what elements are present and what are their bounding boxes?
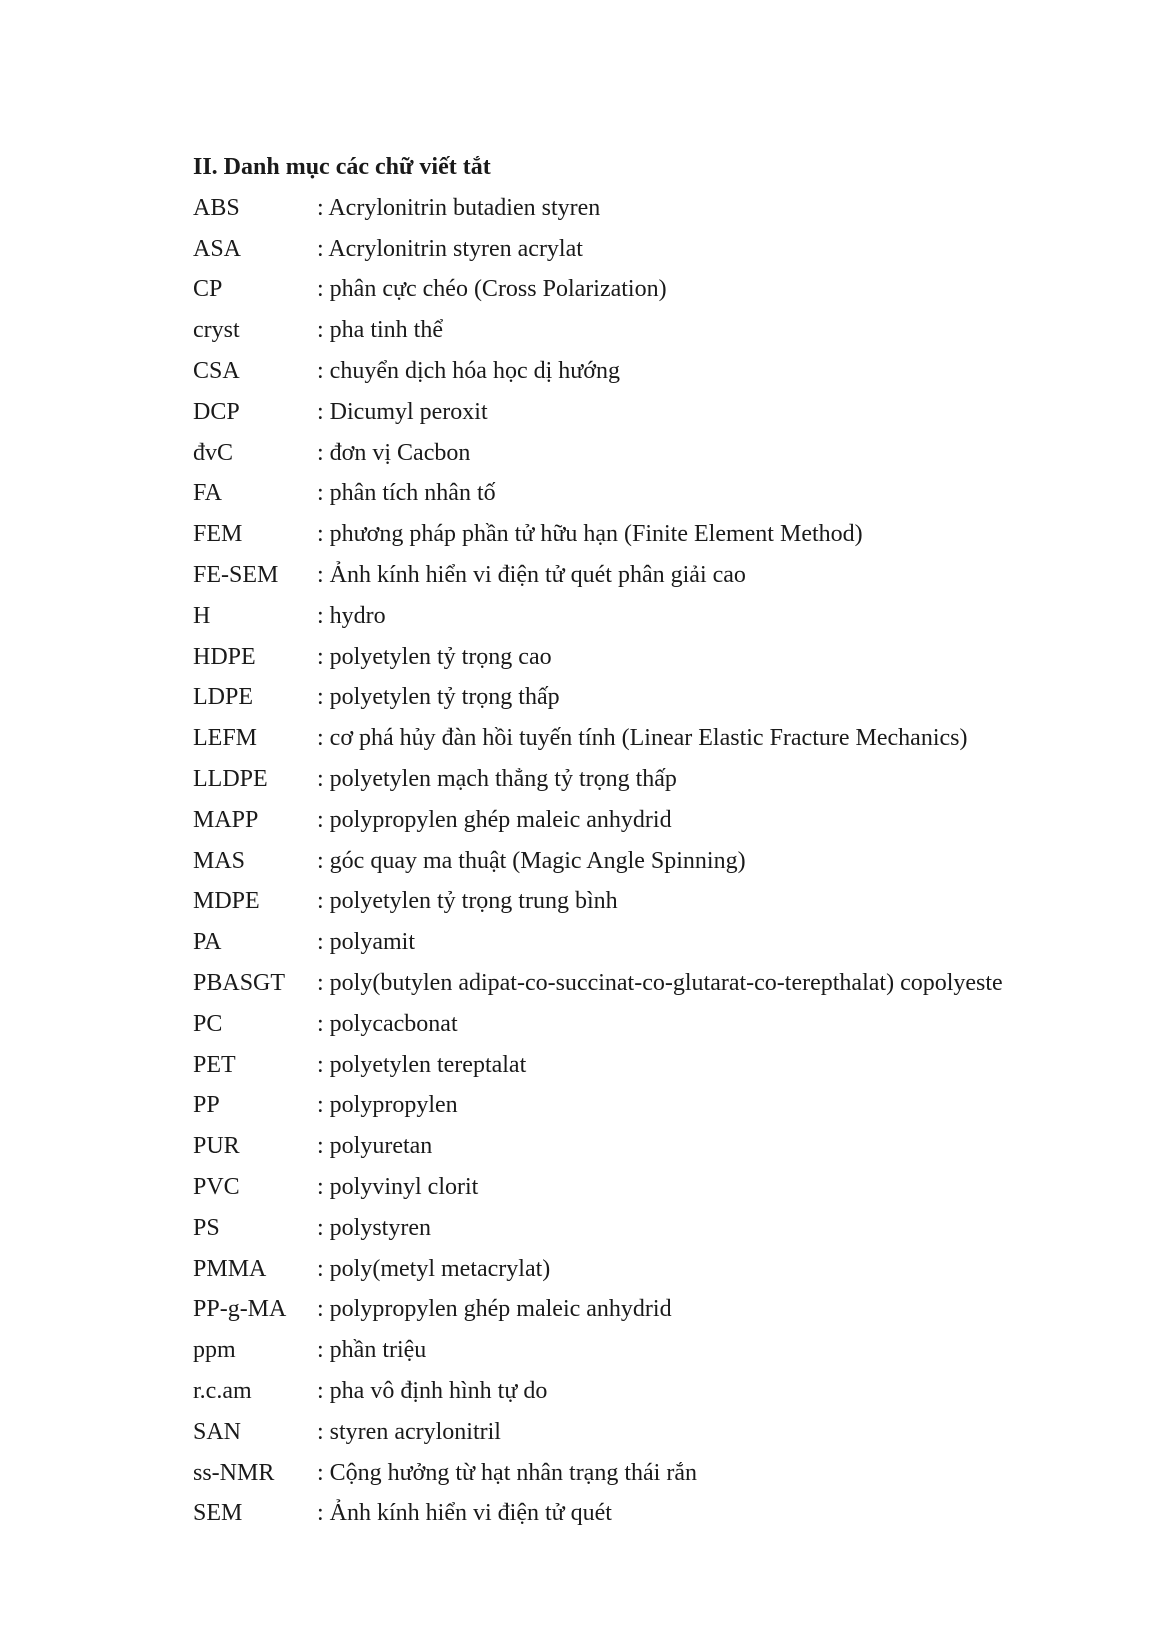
abbreviation-term: PA: [193, 929, 222, 956]
abbreviation-row: [193, 351, 1003, 392]
abbreviation-definition: : Ảnh kính hiển vi điện tử quét: [317, 1500, 612, 1527]
abbreviation-row: [193, 1004, 1003, 1045]
abbreviation-row: [193, 310, 1003, 351]
abbreviation-row: [193, 882, 1003, 923]
abbreviation-definition: : đơn vị Cacbon: [317, 439, 471, 466]
abbreviation-row: [193, 188, 1003, 229]
abbreviation-row: [193, 1330, 1003, 1371]
abbreviation-term: cryst: [193, 317, 240, 344]
abbreviation-row: [193, 1126, 1003, 1167]
abbreviation-term: LEFM: [193, 725, 258, 752]
abbreviation-definition: : polypropylen: [317, 1092, 458, 1119]
abbreviation-definition: : polyetylen mạch thẳng tỷ trọng thấp: [317, 766, 677, 793]
abbreviation-row: [193, 1453, 1003, 1494]
abbreviation-term: CSA: [193, 358, 240, 385]
abbreviation-row: [193, 555, 1003, 596]
abbreviation-row: [193, 1494, 1003, 1535]
abbreviation-definition: : polyetylen tỷ trọng trung bình: [317, 888, 618, 915]
abbreviation-term: ASA: [193, 235, 242, 262]
abbreviation-definition: : Dicumyl peroxit: [317, 398, 488, 425]
abbreviation-term: PS: [193, 1214, 220, 1241]
abbreviation-term: HDPE: [193, 643, 256, 670]
abbreviation-definition: : polypropylen ghép maleic anhydrid: [317, 806, 672, 833]
abbreviation-row: [193, 800, 1003, 841]
abbreviation-row: [193, 229, 1003, 270]
abbreviation-term: PUR: [193, 1133, 240, 1160]
abbreviation-definition: : polycacbonat: [317, 1010, 458, 1037]
abbreviation-term: H: [193, 602, 211, 629]
abbreviation-row: [193, 392, 1003, 433]
abbreviation-row: [193, 433, 1003, 474]
abbreviation-row: [193, 1045, 1003, 1086]
abbreviation-row: [193, 1290, 1003, 1331]
abbreviation-row: [193, 637, 1003, 678]
abbreviation-definition: : styren acrylonitril: [317, 1418, 501, 1445]
abbreviation-definition: : pha vô định hình tự do: [317, 1378, 548, 1404]
abbreviation-definition: : pha tinh thể: [317, 317, 443, 344]
abbreviation-row: [193, 514, 1003, 555]
abbreviation-term: PP: [193, 1092, 220, 1119]
abbreviation-row: [193, 1249, 1003, 1290]
abbreviation-term: SEM: [193, 1500, 243, 1527]
abbreviation-row: [193, 1208, 1003, 1249]
abbreviation-row: [193, 1412, 1003, 1453]
abbreviation-term: LLDPE: [193, 766, 268, 793]
abbreviation-row: [193, 759, 1003, 800]
abbreviation-definition: : poly(metyl metacrylat): [317, 1255, 551, 1282]
abbreviation-definition: : chuyển dịch hóa học dị hướng: [317, 358, 620, 385]
abbreviation-definition: : polyvinyl clorit: [317, 1174, 479, 1201]
abbreviation-row: [193, 922, 1003, 963]
abbreviation-term: LDPE: [193, 684, 253, 711]
abbreviation-term: ss-NMR: [193, 1459, 275, 1486]
abbreviation-row: [193, 718, 1003, 759]
abbreviation-row: [193, 678, 1003, 719]
abbreviation-row: [193, 474, 1003, 515]
abbreviation-definition: : phương pháp phần tử hữu hạn (Finite Element Method): [317, 521, 863, 548]
abbreviation-term: PET: [193, 1051, 236, 1078]
abbreviation-term: PP-g-MA: [193, 1296, 287, 1323]
abbreviation-term: r.c.am: [193, 1378, 252, 1404]
abbreviation-row: [193, 841, 1003, 882]
abbreviation-term: ppm: [193, 1337, 236, 1364]
abbreviation-term: đvC: [193, 439, 234, 466]
abbreviation-term: FA: [193, 480, 222, 507]
abbreviation-term: PC: [193, 1010, 223, 1037]
abbreviation-term: FEM: [193, 521, 243, 548]
abbreviation-definition: : polyuretan: [317, 1133, 433, 1160]
abbreviation-term: MAPP: [193, 806, 259, 833]
abbreviation-row: [193, 963, 1003, 1004]
abbreviation-definition: : phần triệu: [317, 1337, 427, 1364]
abbreviation-definition: : phân cực chéo (Cross Polarization): [317, 276, 667, 303]
abbreviation-term: PMMA: [193, 1255, 267, 1282]
abbreviation-row: [193, 270, 1003, 311]
abbreviation-definition: : polyamit: [317, 929, 415, 956]
abbreviation-term: PVC: [193, 1174, 240, 1201]
abbreviation-definition: : polypropylen ghép maleic anhydrid: [317, 1296, 672, 1323]
abbreviation-definition: : cơ phá hủy đàn hồi tuyến tính (Linear Elastic Fracture Mechanics): [317, 725, 968, 752]
abbreviation-definition: : polystyren: [317, 1214, 431, 1241]
abbreviation-term: MAS: [193, 847, 246, 874]
abbreviation-term: DCP: [193, 398, 240, 425]
abbreviation-definition: : Ảnh kính hiển vi điện tử quét phân giải cao: [317, 562, 746, 589]
abbreviation-definition: : hydro: [317, 602, 386, 629]
abbreviation-definition: : góc quay ma thuật (Magic Angle Spinning): [317, 847, 746, 874]
abbreviation-definition: : Acrylonitrin butadien styren: [317, 194, 601, 221]
abbreviation-definition: : Acrylonitrin styren acrylat: [317, 235, 583, 262]
abbreviation-definition: : phân tích nhân tố: [317, 480, 496, 507]
abbreviation-row: [193, 1167, 1003, 1208]
abbreviation-term: FE-SEM: [193, 562, 279, 589]
abbreviation-definition: : poly(butylen adipat-co-succinat-co-glutarat-co-terepthalat) copolyeste: [317, 970, 1003, 997]
section-heading: II. Danh mục các chữ viết tắt: [193, 154, 491, 180]
abbreviation-row: [193, 1371, 1003, 1412]
abbreviation-definition: : polyetylen tỷ trọng cao: [317, 643, 552, 670]
abbreviation-row: [193, 1086, 1003, 1127]
abbreviation-list: [193, 188, 1003, 1534]
abbreviation-row: [193, 596, 1003, 637]
abbreviation-term: PBASGT: [193, 970, 286, 997]
abbreviation-definition: : polyetylen tỷ trọng thấp: [317, 684, 560, 711]
abbreviation-term: MDPE: [193, 888, 260, 915]
abbreviation-definition: : polyetylen tereptalat: [317, 1051, 527, 1078]
abbreviation-definition: : Cộng hưởng từ hạt nhân trạng thái rắn: [317, 1459, 697, 1486]
abbreviation-term: SAN: [193, 1418, 242, 1445]
abbreviation-term: ABS: [193, 194, 240, 221]
abbreviation-term: CP: [193, 276, 223, 303]
